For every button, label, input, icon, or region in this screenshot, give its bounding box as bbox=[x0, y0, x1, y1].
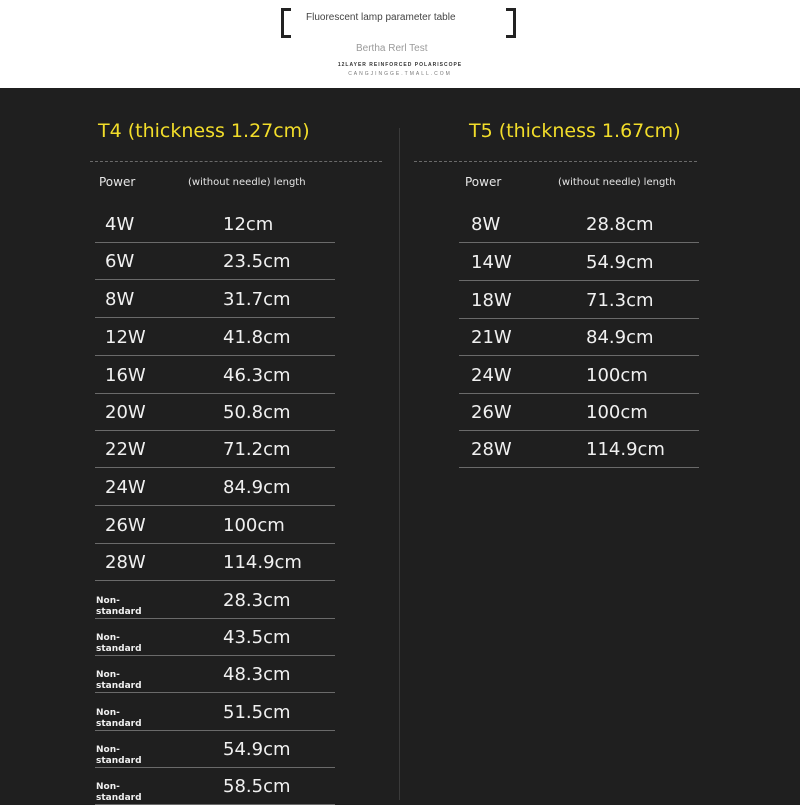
length-cell: 12cm bbox=[223, 214, 274, 235]
length-cell: 54.9cm bbox=[586, 252, 654, 273]
power-cell: 20W bbox=[105, 402, 146, 423]
t4-power-header: Power bbox=[99, 175, 136, 189]
row-rule bbox=[95, 242, 335, 243]
length-cell: 71.2cm bbox=[223, 439, 291, 460]
power-cell: Non-standard bbox=[96, 782, 142, 803]
page-title: Fluorescent lamp parameter table bbox=[306, 12, 456, 23]
length-cell: 58.5cm bbox=[223, 776, 291, 797]
length-cell: 51.5cm bbox=[223, 702, 291, 723]
t4-title: T4 (thickness 1.27cm) bbox=[98, 120, 310, 142]
row-rule bbox=[95, 767, 335, 768]
row-rule bbox=[95, 543, 335, 544]
t4-title-divider bbox=[90, 161, 382, 162]
t4-length-header: (without needle) length bbox=[188, 177, 306, 188]
row-rule bbox=[459, 467, 699, 468]
length-cell: 31.7cm bbox=[223, 289, 291, 310]
row-rule bbox=[459, 355, 699, 356]
power-cell: 24W bbox=[105, 477, 146, 498]
power-cell: 4W bbox=[105, 214, 135, 235]
length-cell: 100cm bbox=[223, 515, 285, 536]
power-cell: 26W bbox=[471, 402, 512, 423]
length-cell: 84.9cm bbox=[223, 477, 291, 498]
row-rule bbox=[95, 692, 335, 693]
length-cell: 114.9cm bbox=[223, 552, 302, 573]
length-cell: 28.8cm bbox=[586, 214, 654, 235]
row-rule bbox=[459, 280, 699, 281]
power-cell: 24W bbox=[471, 365, 512, 386]
power-cell: Non-standard bbox=[96, 745, 142, 766]
length-cell: 41.8cm bbox=[223, 327, 291, 348]
row-rule bbox=[95, 430, 335, 431]
page-subtitle: Bertha Rerl Test bbox=[356, 43, 428, 54]
power-cell: 28W bbox=[471, 439, 512, 460]
row-rule bbox=[459, 393, 699, 394]
row-rule bbox=[95, 393, 335, 394]
store-url: CANGJINGGE.TMALL.COM bbox=[348, 71, 452, 77]
row-rule bbox=[459, 242, 699, 243]
length-cell: 46.3cm bbox=[223, 365, 291, 386]
row-rule bbox=[95, 655, 335, 656]
row-rule bbox=[95, 505, 335, 506]
power-cell: 12W bbox=[105, 327, 146, 348]
row-rule bbox=[95, 580, 335, 581]
brand-tagline: 12LAYER REINFORCED POLARISCOPE bbox=[337, 62, 463, 68]
length-cell: 100cm bbox=[586, 402, 648, 423]
length-cell: 23.5cm bbox=[223, 251, 291, 272]
power-cell: Non-standard bbox=[96, 633, 142, 654]
row-rule bbox=[95, 467, 335, 468]
row-rule bbox=[95, 317, 335, 318]
power-cell: 26W bbox=[105, 515, 146, 536]
length-cell: 50.8cm bbox=[223, 402, 291, 423]
power-cell: 22W bbox=[105, 439, 146, 460]
power-cell: Non-standard bbox=[96, 708, 142, 729]
length-cell: 84.9cm bbox=[586, 327, 654, 348]
length-cell: 71.3cm bbox=[586, 290, 654, 311]
power-cell: Non-standard bbox=[96, 596, 142, 617]
t5-length-header: (without needle) length bbox=[558, 177, 676, 188]
row-rule bbox=[95, 730, 335, 731]
row-rule bbox=[459, 430, 699, 431]
t5-title: T5 (thickness 1.67cm) bbox=[469, 120, 681, 142]
length-cell: 114.9cm bbox=[586, 439, 665, 460]
length-cell: 43.5cm bbox=[223, 627, 291, 648]
power-cell: 6W bbox=[105, 251, 135, 272]
length-cell: 28.3cm bbox=[223, 590, 291, 611]
t5-power-header: Power bbox=[465, 175, 502, 189]
power-cell: 28W bbox=[105, 552, 146, 573]
power-cell: 16W bbox=[105, 365, 146, 386]
length-cell: 48.3cm bbox=[223, 664, 291, 685]
power-cell: 14W bbox=[471, 252, 512, 273]
t4-section bbox=[0, 0, 399, 803]
power-cell: 8W bbox=[471, 214, 501, 235]
row-rule bbox=[95, 355, 335, 356]
length-cell: 100cm bbox=[586, 365, 648, 386]
power-cell: Non-standard bbox=[96, 670, 142, 691]
power-cell: 21W bbox=[471, 327, 512, 348]
length-cell: 54.9cm bbox=[223, 739, 291, 760]
row-rule bbox=[95, 618, 335, 619]
power-cell: 18W bbox=[471, 290, 512, 311]
row-rule bbox=[95, 279, 335, 280]
t5-title-divider bbox=[414, 161, 697, 162]
row-rule bbox=[459, 318, 699, 319]
t5-section bbox=[400, 0, 800, 800]
power-cell: 8W bbox=[105, 289, 135, 310]
